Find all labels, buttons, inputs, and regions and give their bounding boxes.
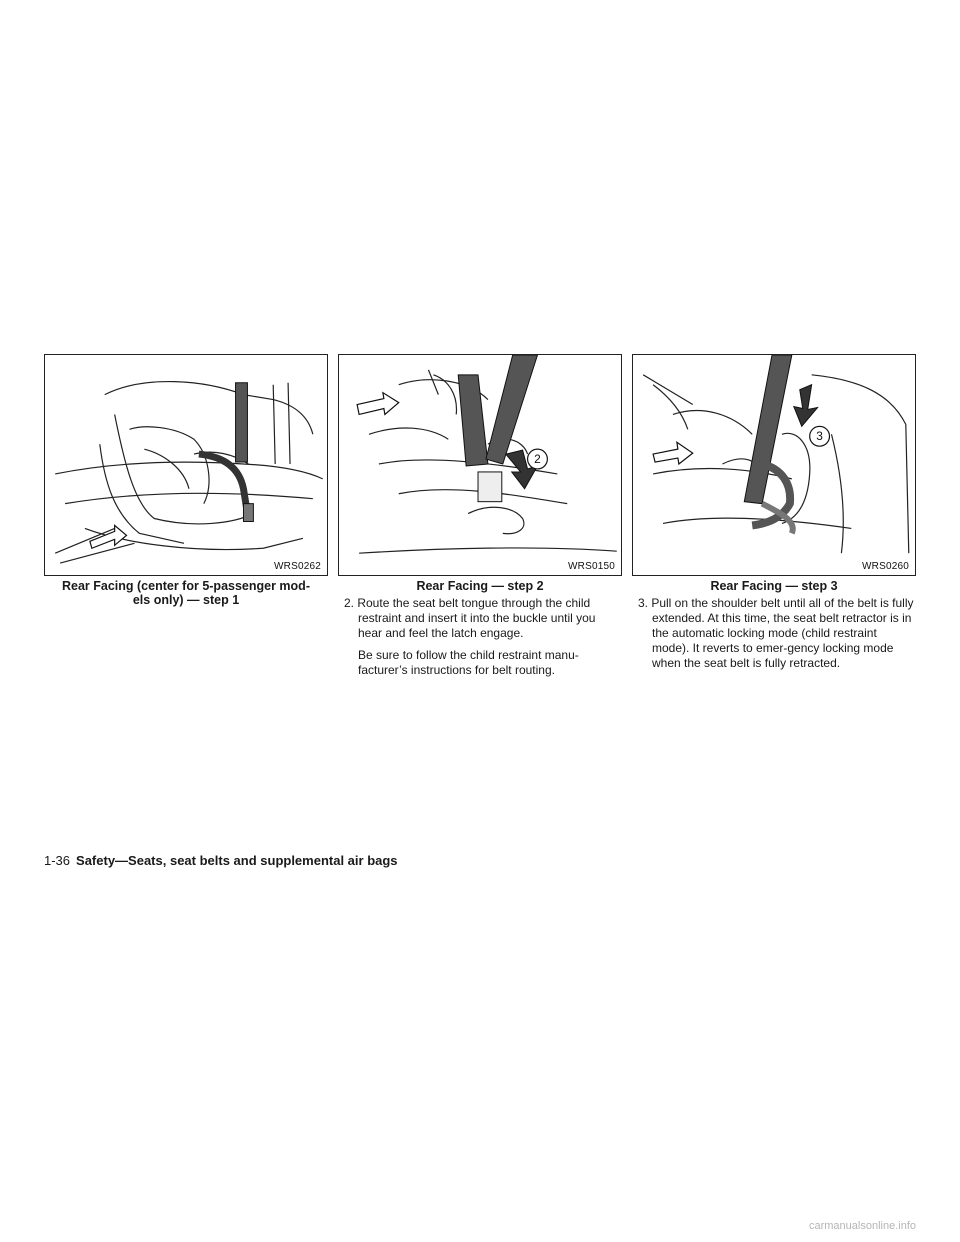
callout-number: 2 [534, 452, 541, 467]
illustration-child-seat-step-2 [339, 355, 621, 575]
figure-step-1 [44, 354, 328, 576]
illustration-child-seat-step-3 [633, 355, 915, 575]
step-2-note: Be sure to follow the child restraint manu-facturer’s instructions for belt routing. [358, 648, 579, 677]
figure-step-3 [632, 354, 916, 576]
figure-caption: Rear Facing — step 2 [416, 579, 544, 593]
figure-step-2 [338, 354, 622, 576]
step-2-instruction: 2. Route the seat belt tongue through the child restraint and insert it into the buckle until you hear and feel the latch engage. [344, 596, 596, 640]
figure-code: WRS0260 [862, 561, 909, 572]
watermark: carmanualsonline.info [808, 1220, 916, 1232]
figure-caption: Rear Facing — step 3 [710, 579, 838, 593]
page-footer [44, 853, 398, 868]
step-3-instruction: 3. Pull on the shoulder belt until all of the belt is fully extended. At this time, the seat belt retractor is in the automatic locking mode (child restraint mode). It reverts to emer-gency locking mode when the seat belt is fully retracted. [638, 596, 914, 670]
step-3-text-block [638, 596, 914, 671]
figure-code: WRS0150 [568, 561, 615, 572]
page-number: 1-36 [44, 853, 71, 868]
illustration-child-seat-step-1 [45, 355, 327, 575]
figure-code: WRS0262 [274, 561, 321, 572]
callout-number: 3 [816, 429, 823, 444]
figure-caption: Rear Facing (center for 5-passenger mod- els only) — step 1 [62, 579, 310, 607]
section-title: Safety—Seats, seat belts and supplemental air bags [76, 853, 398, 868]
step-2-text-block [344, 596, 620, 678]
